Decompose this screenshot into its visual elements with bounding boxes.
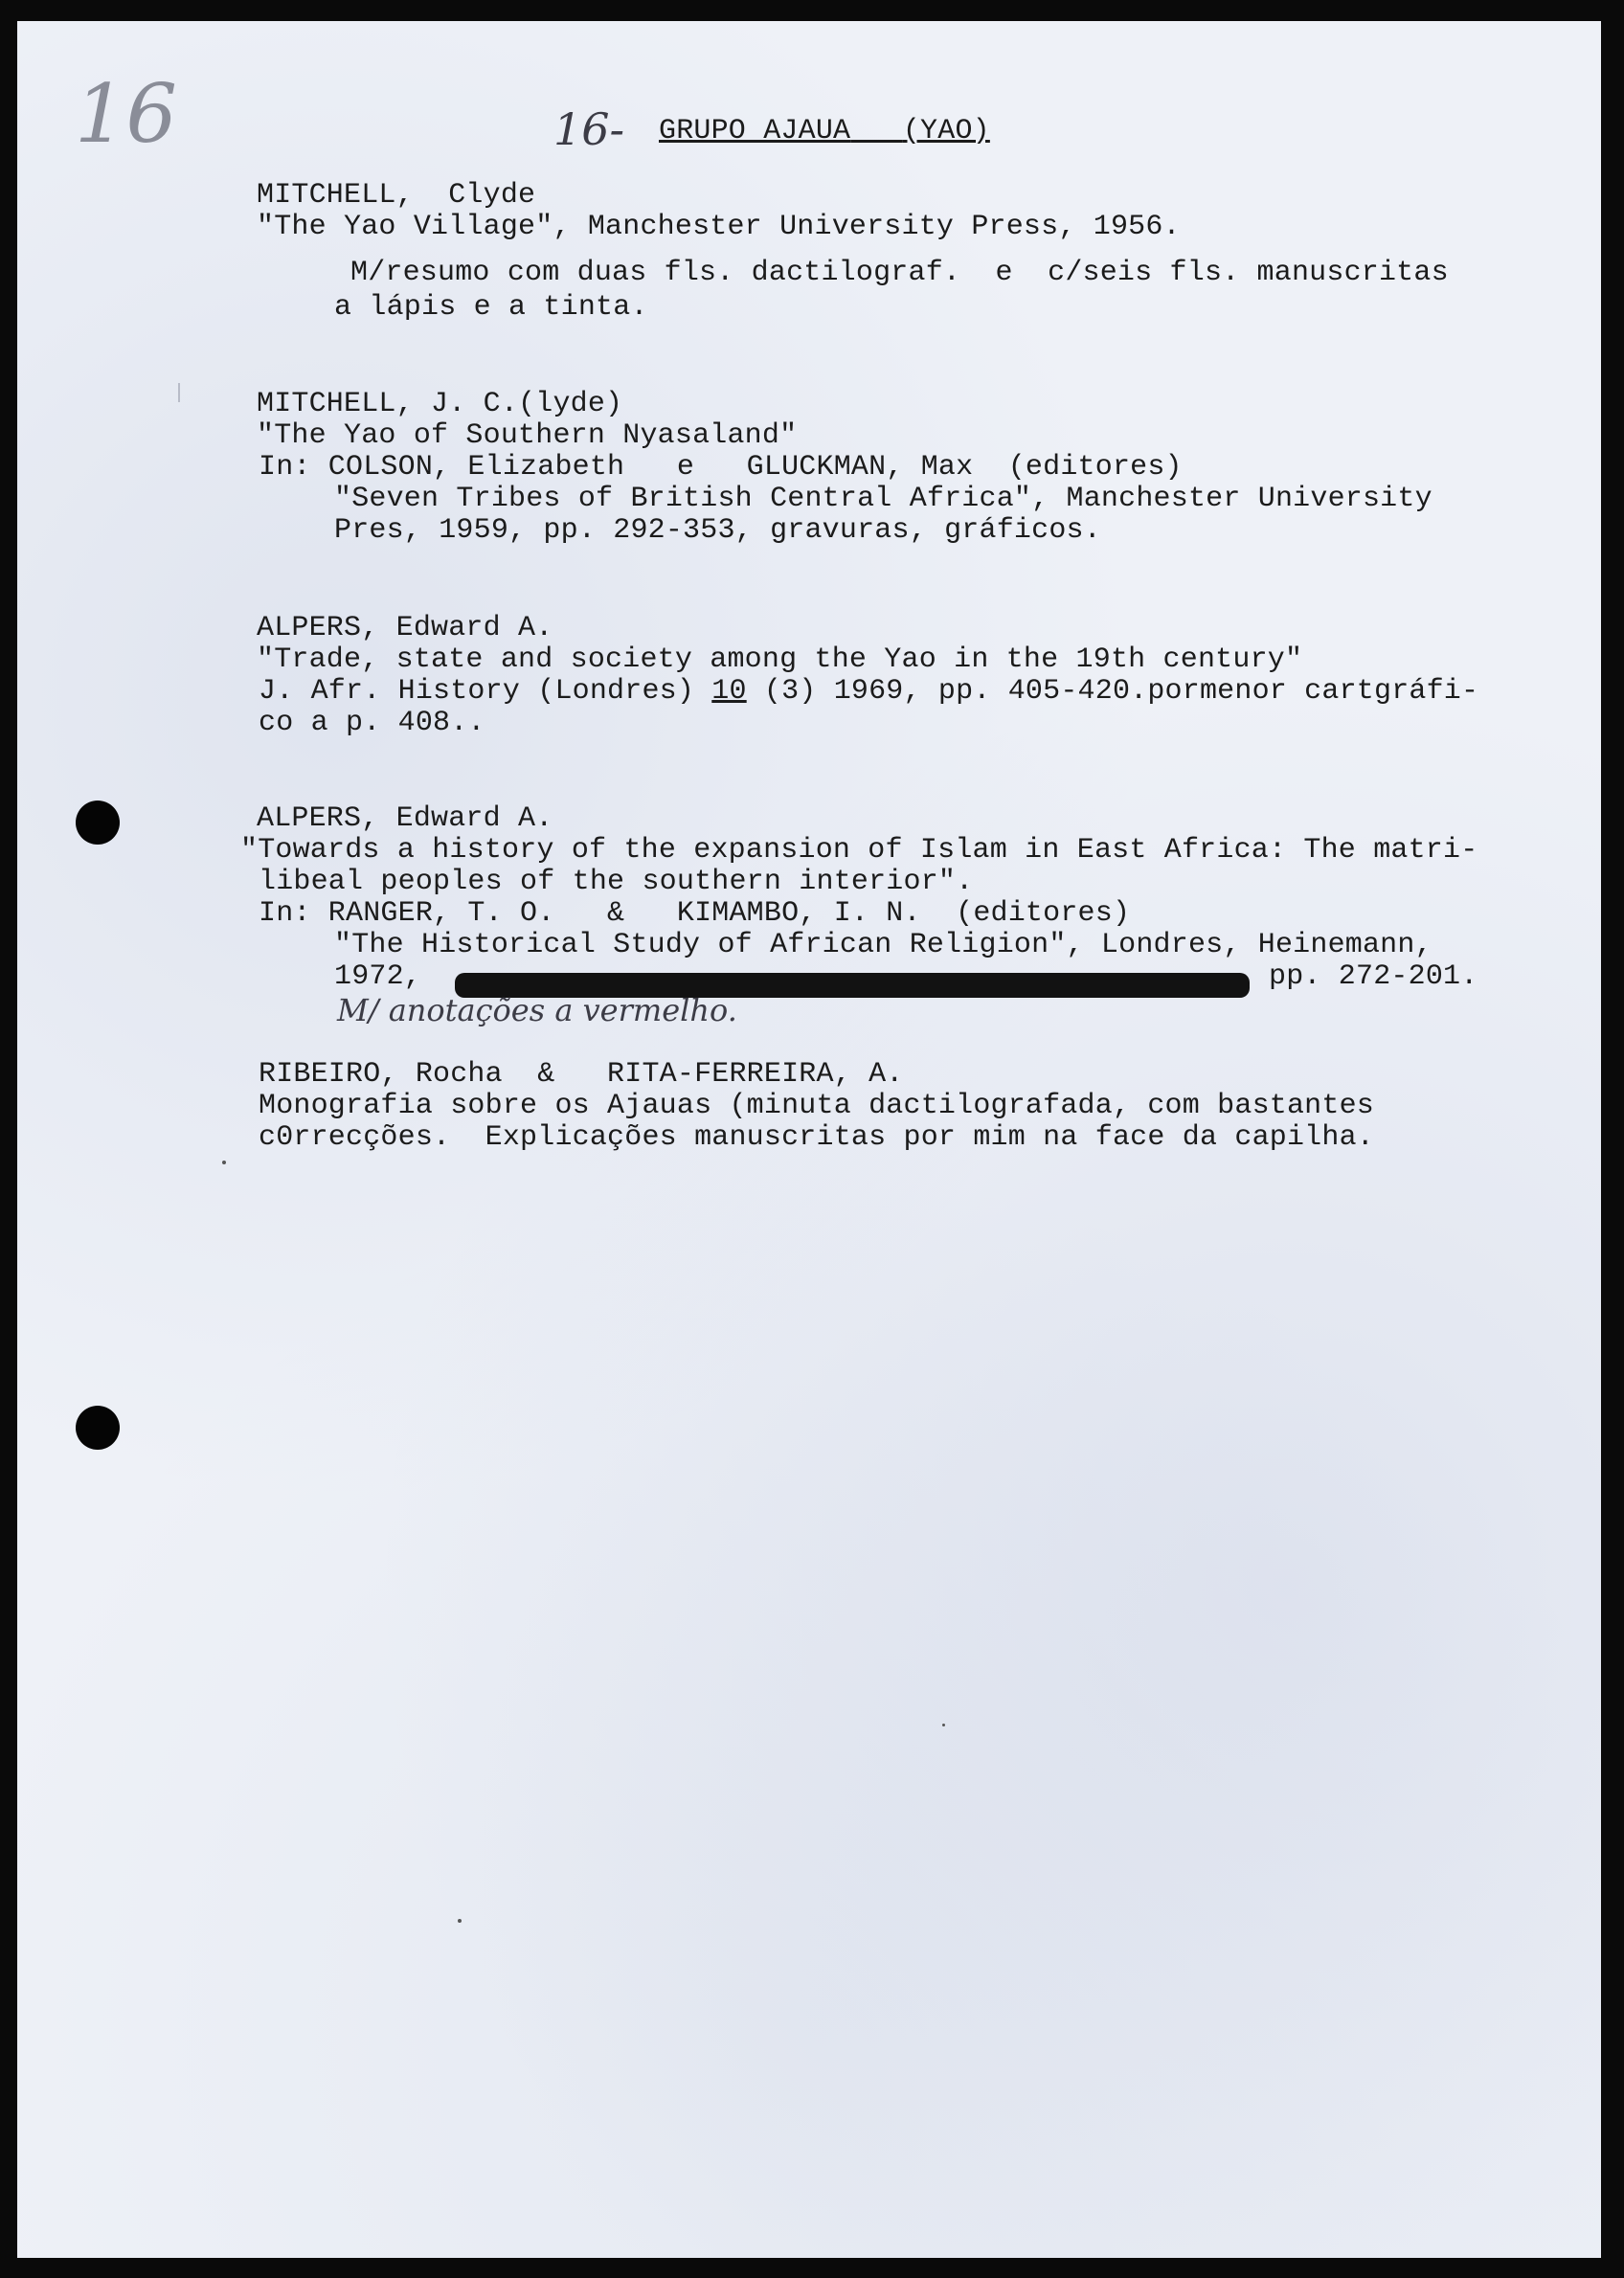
journal-name: J. Afr. History (Londres) [259, 675, 712, 708]
entry3-journal-cont: co a p. 408.. [259, 707, 485, 739]
pen-mark [178, 383, 180, 402]
title-paren: (YAO) [902, 115, 990, 147]
entry5-author: RIBEIRO, Rocha & RITA-FERREIRA, A. [259, 1058, 904, 1091]
punch-hole-bottom [76, 1406, 120, 1450]
entry2-author: MITCHELL, J. C.(lyde) [257, 388, 623, 420]
entry2-in: In: COLSON, Elizabeth e GLUCKMAN, Max (editores) [259, 451, 1183, 484]
entry4-title-line2: libeal peoples of the southern interior". [259, 866, 974, 898]
entry4-author: ALPERS, Edward A. [257, 802, 553, 835]
entry4-handwritten-note: M/ anotações a vermelho. [337, 992, 737, 1028]
entry4-title-line1: "Towards a history of the expansion of Islam in East Africa: The matri- [240, 834, 1478, 867]
entry1-note1: M/resumo com duas fls. dactilograf. e c/seis fls. manuscritas [350, 257, 1449, 289]
speck [942, 1724, 945, 1726]
entry2-publication: Pres, 1959, pp. 292-353, gravuras, gráficos. [334, 514, 1101, 547]
speck [222, 1161, 226, 1164]
title-text: GRUPO AJAUA [659, 115, 851, 147]
entry5-line2: c0rrecções. Explicações manuscritas por mim na face da capilha. [259, 1121, 1374, 1154]
header-prefix: 16- [553, 103, 625, 155]
journal-volume: 10 [711, 675, 747, 708]
entry2-book: "Seven Tribes of British Central Africa", Manchester University [334, 483, 1432, 515]
entry2-title: "The Yao of Southern Nyasaland" [257, 419, 798, 452]
journal-details: (3) 1969, pp. 405-420.pormenor cartgráfi- [746, 675, 1479, 708]
entry1-title: "The Yao Village", Manchester University Press, 1956. [257, 211, 1181, 243]
entry4-pages: pp. 272-201. [1269, 960, 1478, 993]
entry3-journal [259, 676, 1478, 708]
speck [458, 1919, 462, 1923]
punch-hole-top [76, 801, 120, 845]
page-number-mark: 16 [75, 67, 177, 161]
entry1-note2: a lápis e a tinta. [334, 291, 648, 324]
entry4-in: In: RANGER, T. O. & KIMAMBO, I. N. (editores) [259, 897, 1131, 930]
page-title [659, 116, 990, 147]
entry4-book: "The Historical Study of African Religion", Londres, Heinemann, [334, 929, 1432, 961]
entry3-author: ALPERS, Edward A. [257, 612, 553, 644]
entry1-author: MITCHELL, Clyde [257, 179, 536, 212]
entry4-year: 1972, [334, 960, 422, 993]
entry5-line1: Monografia sobre os Ajauas (minuta dactilografada, com bastantes [259, 1090, 1374, 1122]
entry3-title: "Trade, state and society among the Yao in the 19th century" [257, 643, 1303, 676]
